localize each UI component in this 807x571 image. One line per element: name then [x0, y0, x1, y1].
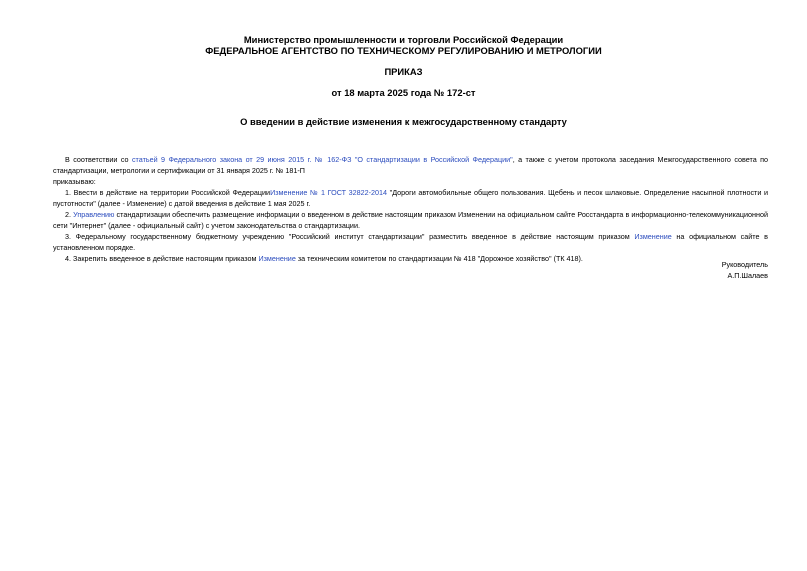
- item-3-text-start: 3. Федеральному государственному бюджетному учреждению "Российский институт стандартизации" разместить введенное в действие настоящим приказом: [65, 232, 635, 241]
- document-type: ПРИКАЗ: [384, 66, 423, 77]
- amendment-link-item-3[interactable]: Изменение: [634, 232, 672, 241]
- document-date-number: от 18 марта 2025 года № 172-ст: [331, 87, 476, 98]
- department-link[interactable]: Управлению: [73, 210, 115, 219]
- item-4-text-end: за техническим комитетом по стандартизации № 418 "Дорожное хозяйство" (ТК 418).: [295, 254, 583, 263]
- preamble-paragraph: [53, 154, 768, 176]
- signatory-name: А.П.Шалаев: [727, 271, 768, 280]
- item-2-text-start: 2.: [65, 210, 74, 219]
- item-3-paragraph: [53, 231, 768, 253]
- document-body: [53, 154, 768, 264]
- preamble-text-end: , а также с учетом протокола заседания Межгосударственного совета по стандартизации, метрологии и сертификации от 31 января 2025 г. № 181-П: [53, 155, 769, 175]
- document-subject: О введении в действие изменения к межгосударственному стандарту: [240, 116, 567, 127]
- gost-amendment-link[interactable]: Изменение № 1 ГОСТ 32822-2014: [270, 188, 388, 197]
- item-1-text-end: "Дороги автомобильные общего пользования. Щебень и песок шлаковые. Определение насыпной плотности и пустотности" (далее - Изменение) с датой введения в действие 1 мая 2025 г.: [53, 188, 768, 208]
- amendment-link-item-4[interactable]: Изменение: [258, 254, 296, 263]
- order-word: приказываю:: [53, 177, 96, 186]
- preamble-text-start: В соответствии со: [65, 155, 132, 164]
- item-4-text-start: 4. Закрепить введенное в действие настоящим приказом: [65, 254, 259, 263]
- item-2-paragraph: [53, 209, 768, 231]
- item-1-paragraph: [53, 187, 768, 209]
- signatory-title: Руководитель: [721, 260, 768, 269]
- ministry-name: Министерство промышленности и торговли Российской Федерации: [243, 34, 564, 45]
- item-2-text-end: стандартизации обеспечить размещение информации о введенном в действие настоящим приказом Изменении на официальном сайте Росстандарта в информационно-телекоммуникационной сети "Интернет" (далее - официальный сайт) с учетом законодательства о стандартизации.: [53, 210, 768, 230]
- item-3-text-end: на официальном сайте в установленном порядке.: [53, 232, 768, 252]
- item-1-text-start: 1. Ввести в действие на территории Российской Федерации: [65, 188, 271, 197]
- federal-law-link[interactable]: статьей 9 Федерального закона от 29 июня 2015 г. № 162-ФЗ "О стандартизации в Российской Федерации": [131, 155, 513, 164]
- agency-name: ФЕДЕРАЛЬНОЕ АГЕНТСТВО ПО ТЕХНИЧЕСКОМУ РЕГУЛИРОВАНИЮ И МЕТРОЛОГИИ: [205, 45, 602, 56]
